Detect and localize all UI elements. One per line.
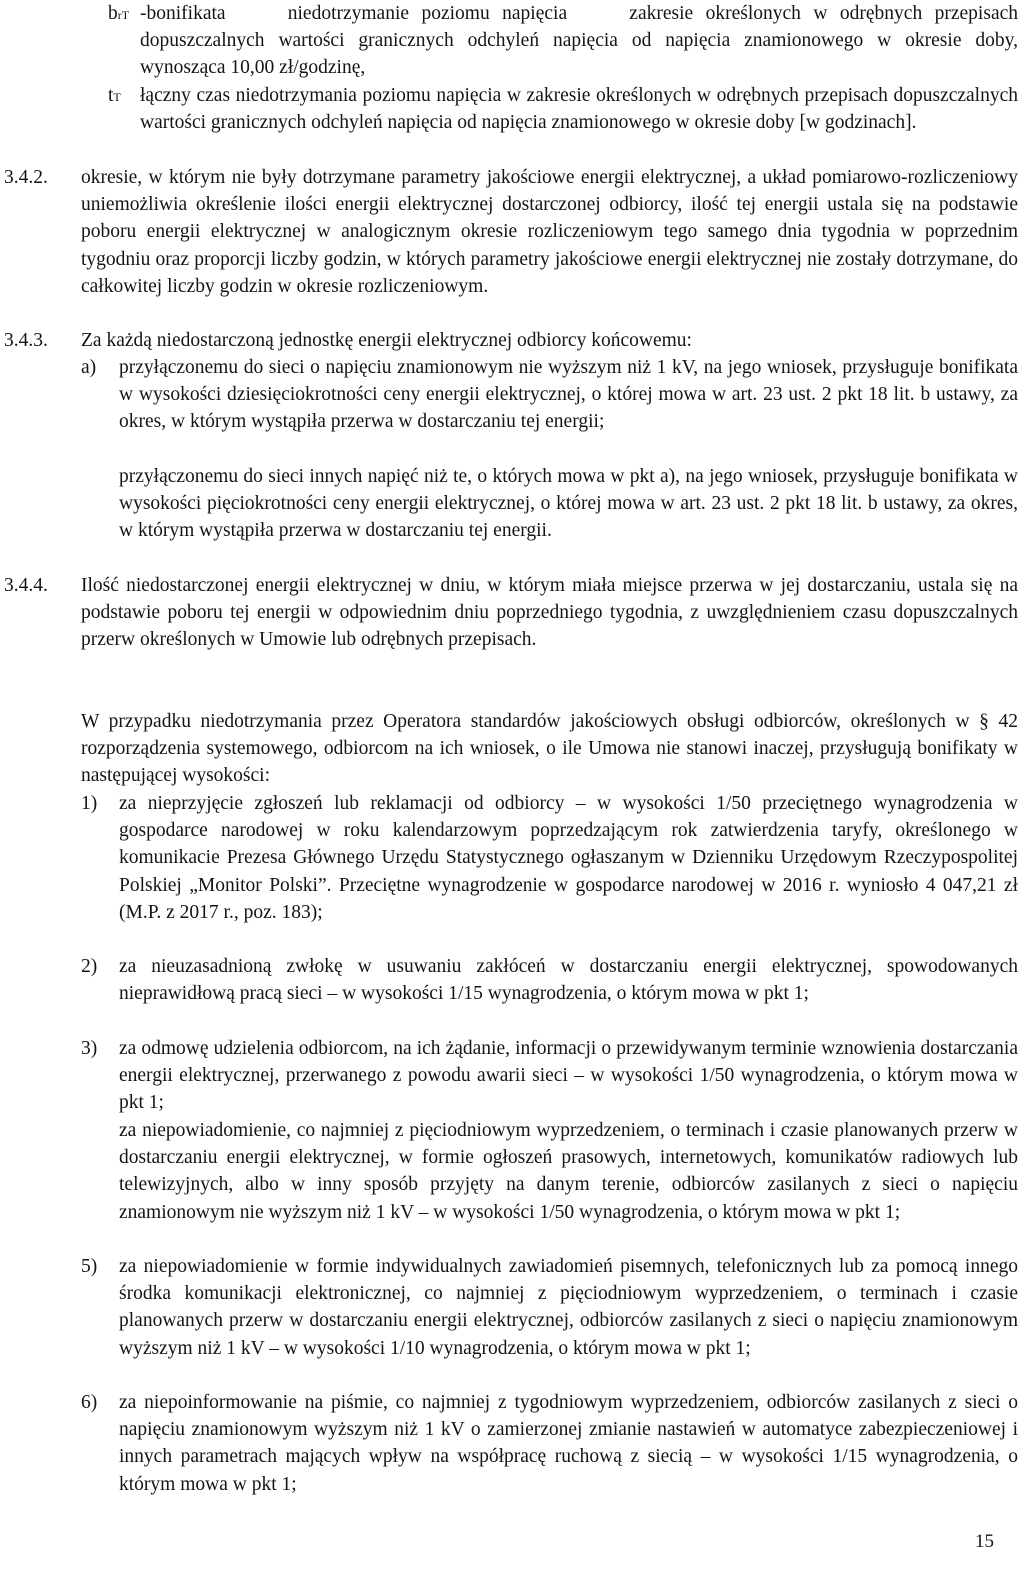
item-5: za niepowiadomienie w formie indywidualnych zawiadomień pisemnych, telefonicznych lub za pomocą innego środka komunikacji elektronicznej, co najmniej z pięciodniowym wyprzedzeniem, o terminach i czasie planowanych przerw w dostarczaniu energii elektrycznej, odbiorców zasilanych z sieci o napięciu znamionowym wyższym niż 1 kV – w wysokości 1/10 wynagrodzenia, o którym mowa w pkt 1; [119, 1256, 1018, 1359]
item-label-3: 3) [81, 1038, 98, 1059]
item-1: za nieprzyjęcie zgłoszeń lub reklamacji od odbiorcy – w wysokości 1/50 przeciętnego wynagrodzenia w gospodarce narodowej w roku kalendarzowym poprzedzającym rok zatwierdzenia taryfy, określonego w komunikacie Prezesa Głównego Urzędu Statystycznego ogłaszanym w Dzienniku Urzędowym Rzeczypospolitej Polskiej „Monitor Polski”. Przeciętne wynagrodzenie w gospodarce narodowej w 2016 r. wyniosło 4 047,21 zł (M.P. z 2017 r., poz. 183); [119, 793, 1018, 923]
definition-symbol-letter: t [108, 85, 114, 106]
definition-tt [140, 82, 1018, 136]
page-number: 15 [975, 1531, 994, 1552]
item-label-5: 5) [81, 1256, 98, 1277]
sub-item-label-a: a) [81, 357, 97, 378]
bonus-intro-paragraph: W przypadku niedotrzymania przez Operatora standardów jakościowych obsługi odbiorców, określonych w § 42 rozporządzenia systemowego, odbiorcom na ich wniosek, o ile Umowa nie stanowi inaczej, przysługują bonifikaty w następującej wysokości: [81, 711, 1018, 787]
sub-item-b: przyłączonemu do sieci innych napięć niż te, o których mowa w pkt a), na jego wniosek, przysługuje bonifikata w wysokości pięciokrotności ceny energii elektrycznej, o której mowa w art. 23 ust. 2 pkt 18 lit. b ustawy, za okres, w którym wystąpiła przerwa w dostarczaniu tej energii. [119, 466, 1018, 542]
section-342-text: okresie, w którym nie były dotrzymane parametry jakościowe energii elektrycznej, a układ pomiarowo-rozliczeniowy uniemożliwia określenie ilości energii elektrycznej dostarczonej odbiorcy, ilość tej energii ustala się na podstawie poboru energii elektrycznej w analogicznym okresie rozliczeniowym tego samego dnia tygodnia w poprzednim tygodniu oraz proporcji liczby godzin, w których parametry jakościowe energii elektrycznej nie zostały dotrzymane, do całkowitej liczby godzin w okresie rozliczeniowym. [81, 167, 1018, 297]
item-label-6: 6) [81, 1392, 98, 1413]
definition-tt-text: łączny czas niedotrzymania poziomu napięcia w zakresie określonych w odrębnych przepisach dopuszczalnych wartości granicznych odchyleń napięcia od napięcia znamionowego w okresie doby [w godzinach]. [140, 85, 1018, 134]
item-label-2: 2) [81, 956, 98, 977]
item-4: za niepowiadomienie, co najmniej z pięciodniowym wyprzedzeniem, o terminach i czasie planowanych przerw w dostarczaniu energii elektrycznej, w formie ogłoszeń prasowych, internetowych, komunikatów radiowych lub telewizyjnych, albo w inny sposób przyjęty na danym terenie, odbiorców zasilanych z sieci o napięciu znamionowym nie wyższym niż 1 kV – w wysokości 1/50 wynagrodzenia, o którym mowa w pkt 1; [119, 1120, 1018, 1223]
definition-symbol-subscript: T [113, 90, 121, 104]
section-343: Za każdą niedostarczoną jednostkę energii elektrycznej odbiorcy końcowemu: [81, 330, 692, 351]
section-number-342: 3.4.2. [4, 167, 48, 188]
item-6: za niepoinformowanie na piśmie, co najmniej z tygodniowym wyprzedzeniem, odbiorców zasilanych z sieci o napięciu znamionowym wyższym niż 1 kV o zamierzonej zmianie nastawień w automatyce zabezpieczeniowej i innych parametrach mających wpływ na współpracę ruchową z siecią – w wysokości 1/15 wynagrodzenia, o którym mowa w pkt 1; [119, 1392, 1018, 1495]
section-344: Ilość niedostarczonej energii elektrycznej w dniu, w którym miała miejsce przerwa w jej dostarczaniu, ustala się na podstawie poboru tej energii w odpowiednim dniu poprzedniego tygodnia, z uwzględnieniem czasu dopuszczalnych przerw określonych w Umowie lub odrębnych przepisach. [81, 575, 1018, 651]
item-3: za odmowę udzielenia odbiorcom, na ich żądanie, informacji o przewidywanym terminie wznowienia dostarczania energii elektrycznej, przerwanego z powodu awarii sieci – w wysokości 1/50 wynagrodzenia, o którym mowa w pkt 1; [119, 1038, 1018, 1114]
definition-brt: -bonifikata niedotrzymanie poziomu napięcia zakresie określonych w odrębnych przepisach dopuszczalnych wartości granicznych odchyleń napięcia od napięcia znamionowego w okresie doby, wynosząca 10,00 zł/godzinę, [140, 3, 1023, 79]
definition-symbol-subscript: rT [117, 8, 130, 22]
sub-item-a: przyłączonemu do sieci o napięciu znamionowym nie wyższym niż 1 kV, na jego wniosek, przysługuje bonifikata w wysokości dziesięciokrotności ceny energii elektrycznej, o której mowa w art. 23 ust. 2 pkt 18 lit. b ustawy, za okres, w którym wystąpiła przerwa w dostarczaniu tej energii; [119, 357, 1018, 433]
definition-symbol-brt [108, 0, 129, 29]
section-number-343: 3.4.3. [4, 330, 48, 351]
section-number-344: 3.4.4. [4, 575, 48, 596]
definition-symbol-letter: b [108, 3, 118, 24]
definition-symbol-tt [108, 82, 121, 111]
item-label-1: 1) [81, 793, 98, 814]
item-2: za nieuzasadnioną zwłokę w usuwaniu zakłóceń w dostarczaniu energii elektrycznej, spowodowanych nieprawidłową pracą sieci – w wysokości 1/15 wynagrodzenia, o którym mowa w pkt 1; [119, 956, 1018, 1005]
section-342 [81, 164, 1018, 300]
